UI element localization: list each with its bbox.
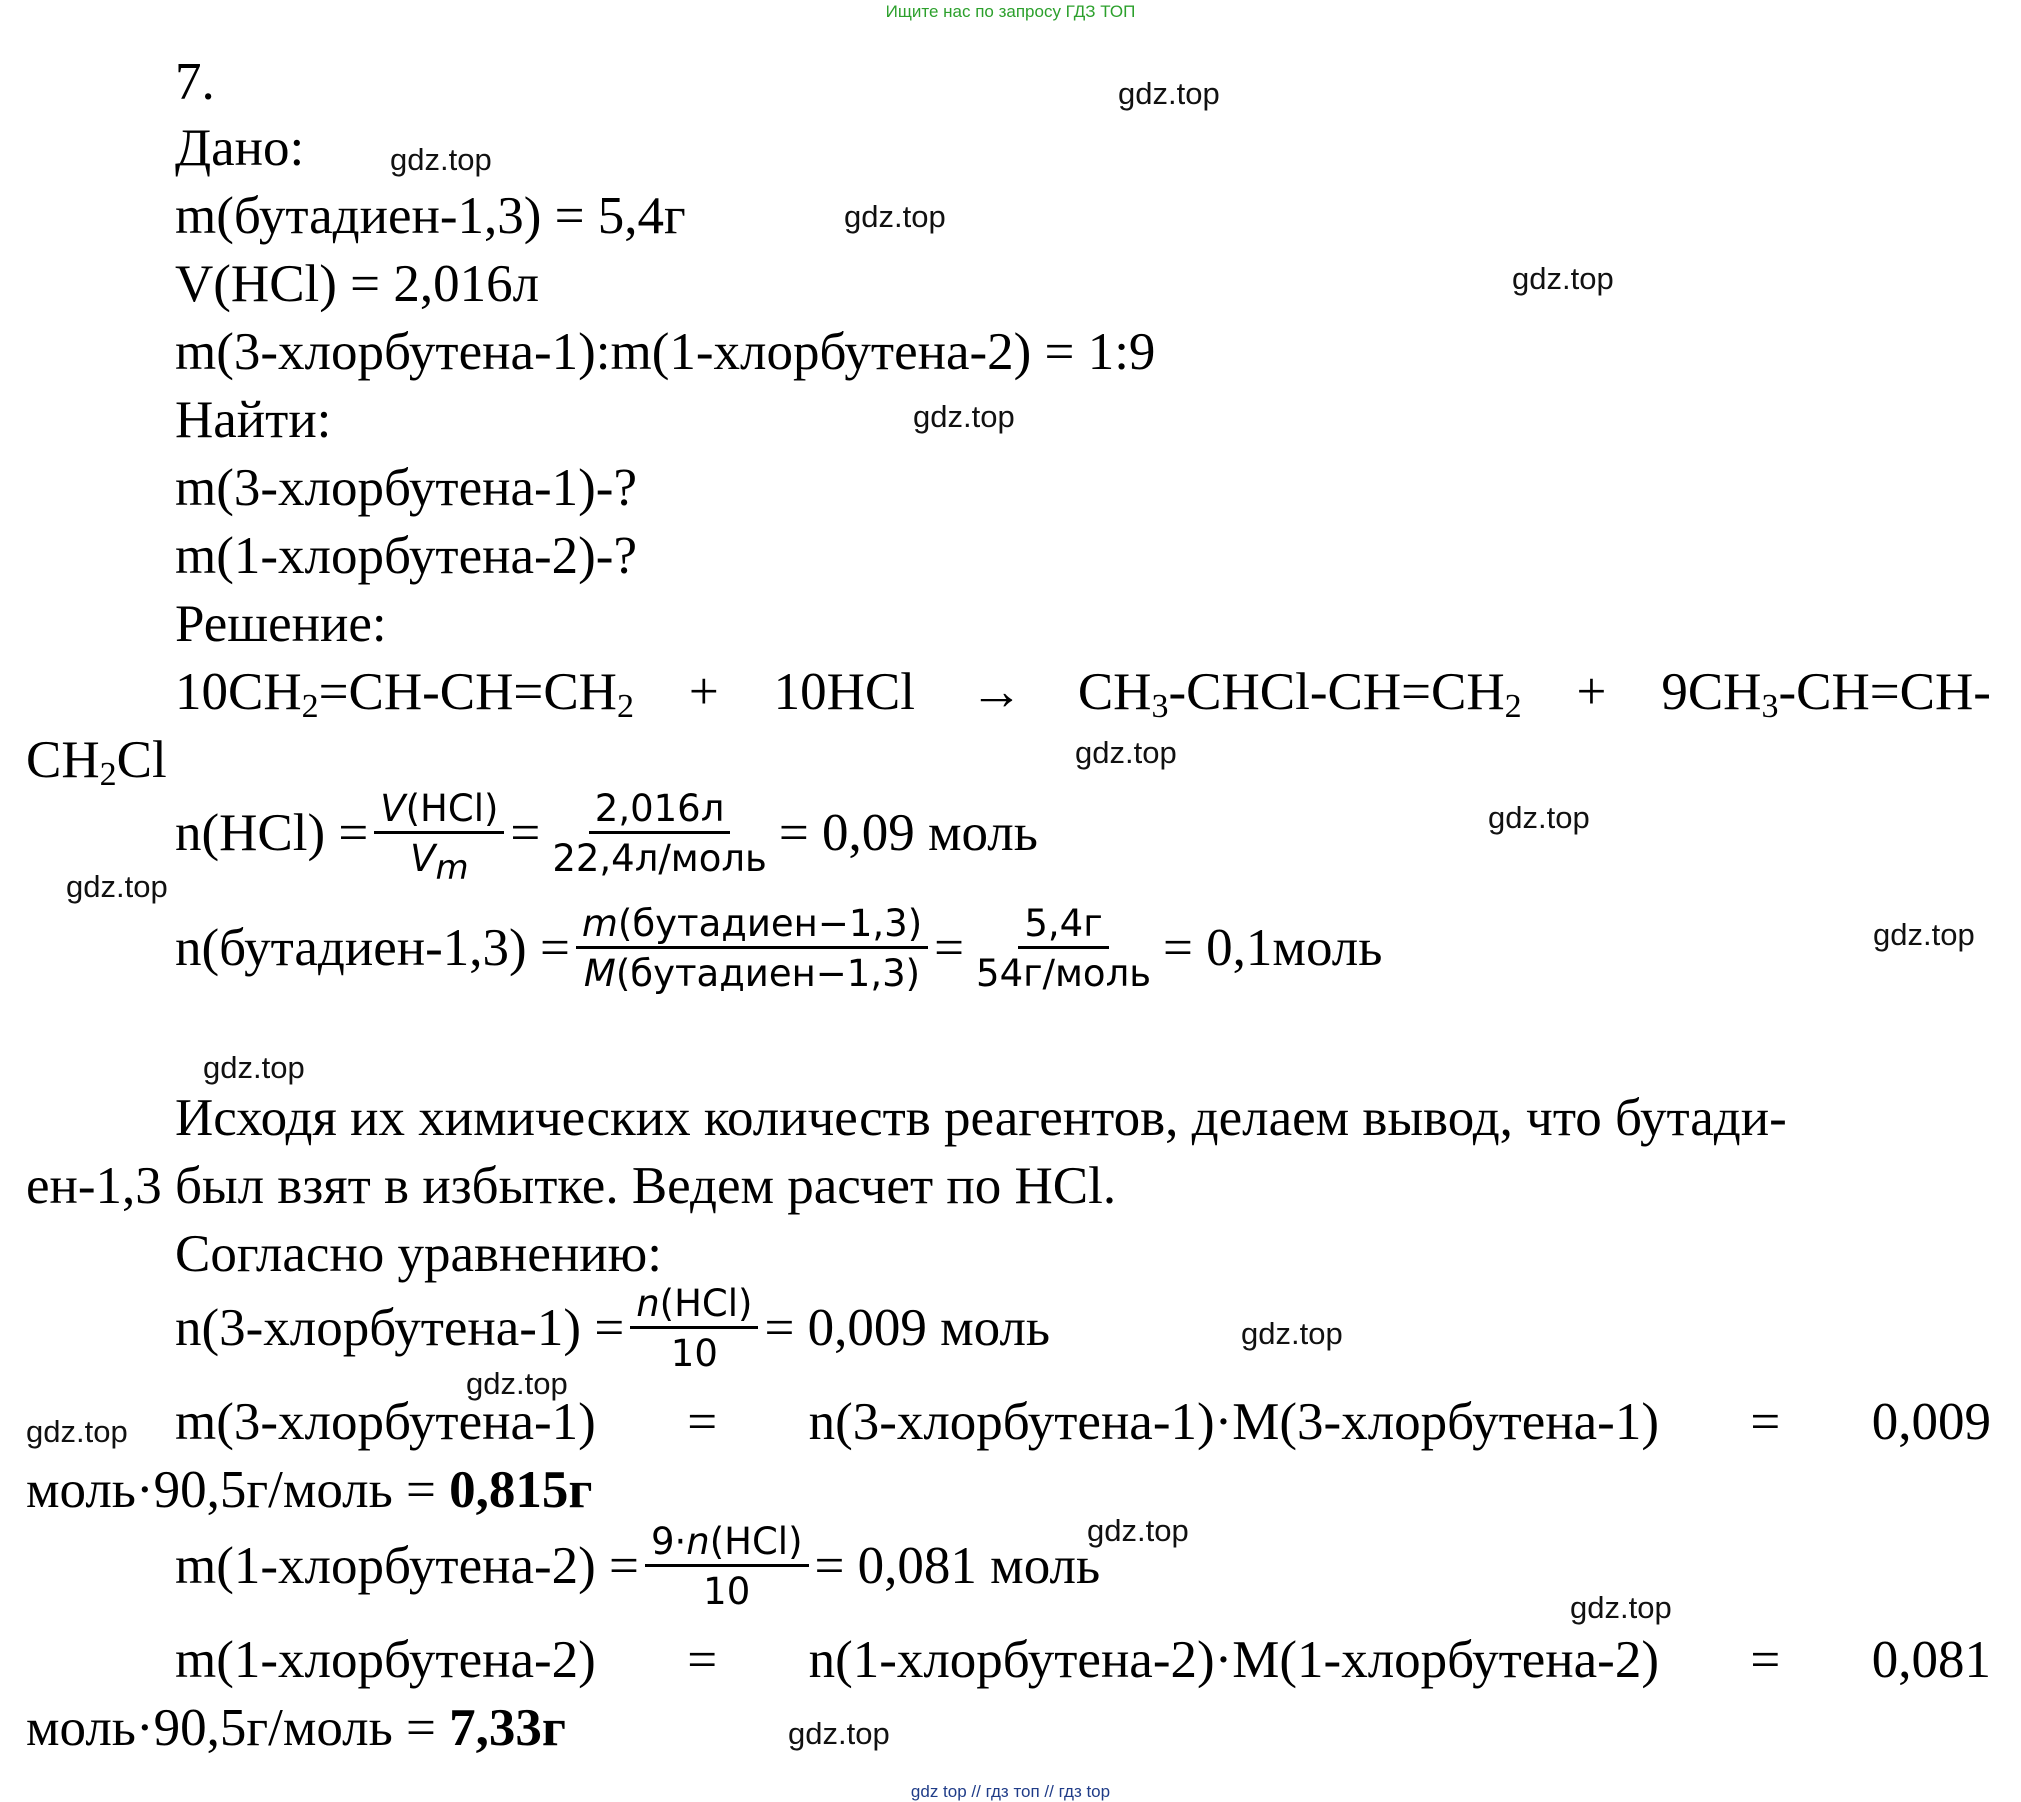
reaction-equation [175, 663, 1991, 725]
footer-links[interactable]: gdz top // гдз топ // гдз top [910, 1782, 1111, 1801]
reactant-butadiene: $10CH_2=CH-CH=CH_2$ [175, 663, 634, 725]
watermark: gdz.top [1570, 1590, 1672, 1625]
reactant-hcl: 10HCl [773, 663, 916, 721]
watermark: gdz.top [1118, 76, 1220, 111]
fraction: $\frac{\text{9·n(HCl)}}{10}$ [645, 1523, 809, 1610]
plus-sign: + [688, 663, 719, 721]
watermark: gdz.top [844, 199, 946, 234]
reaction-equation-continued: $CH_2Cl$ [26, 731, 167, 793]
fraction: $\frac{\text{V(HCl)}}{V_m}$ [374, 790, 504, 877]
according-to-equation: Согласно уравнению: [175, 1225, 662, 1283]
watermark: gdz.top [390, 142, 492, 177]
product-chlorobutene-1: $CH_3-CHCl-CH=CH_2$ [1077, 663, 1522, 725]
fraction: $\frac{5,4г}{\text{54г/моль}}$ [976, 902, 1152, 995]
calc-n-chlorobutene-2: m(1-хлорбутена-2) = $\frac{\text{9·n(HCl)}}{10}$ = 0,081 моль [175, 1520, 1101, 1613]
solution-label: Решение: [175, 595, 387, 653]
watermark: gdz.top [26, 1414, 128, 1449]
watermark: gdz.top [1075, 735, 1177, 770]
calc-m-chlorobutene-2-result-line: моль·90,5г/моль = 7,33г [26, 1699, 566, 1757]
find-mass-chlorobutene-1: m(3-хлорбутена-1)-? [175, 459, 637, 517]
result-mass-chlorobutene-1: 0,815г [449, 1461, 593, 1519]
watermark: gdz.top [203, 1050, 305, 1085]
result-mass-chlorobutene-2: 7,33г [449, 1699, 566, 1757]
find-label: Найти: [175, 391, 332, 449]
watermark: gdz.top [913, 399, 1015, 434]
watermark: gdz.top [466, 1366, 568, 1401]
watermark: gdz.top [66, 869, 168, 904]
conclusion-line-2: ен-1,3 был взят в избытке. Ведем расчет по HCl. [26, 1157, 1117, 1215]
calc-m-chlorobutene-1-result-line: моль·90,5г/моль = 0,815г [26, 1461, 593, 1519]
watermark: gdz.top [1241, 1316, 1343, 1351]
product-chlorobutene-2: $9CH_3-CH=CH-$ [1661, 663, 1991, 725]
header-banner[interactable]: Ищите нас по запросу ГДЗ ТОП [885, 2, 1136, 21]
watermark: gdz.top [1488, 800, 1590, 835]
watermark: gdz.top [1873, 917, 1975, 952]
calc-m-chlorobutene-1: m(3-хлорбутена-1) = n(3-хлорбутена-1)·M(3-хлорбутена-1) = 0,009 [175, 1393, 1991, 1451]
fraction: $\frac{2,016л}{\text{22,4л/моль}}$ [552, 787, 767, 880]
calc-n-butadiene: n(бутадиен-1,3) = $\frac{\text{m(бутадиен−1,3)}}{\text{M(бутадиен−1,3)}}$ = $\frac{5,4г}{\text{54г/моль}}$ = 0,1моль [175, 902, 1383, 995]
watermark: gdz.top [1087, 1513, 1189, 1548]
calc-n-chlorobutene-1: n(3-хлорбутена-1) = $\frac{\text{n(HCl)}}{10}$ = 0,009 моль [175, 1282, 1051, 1375]
plus-sign: + [1576, 663, 1607, 721]
find-mass-chlorobutene-2: m(1-хлорбутена-2)-? [175, 527, 637, 585]
given-mass-ratio: m(3-хлорбутена-1):m(1-хлорбутена-2) = 1:9 [175, 323, 1156, 381]
given-volume-hcl: V(HCl) = 2,016л [175, 255, 540, 313]
calc-n-hcl: n(HCl) = $\frac{\text{V(HCl)}}{V_m}$ = $\frac{2,016л}{\text{22,4л/моль}}$ = 0,09 моль [175, 787, 1038, 888]
watermark: gdz.top [1512, 261, 1614, 296]
reaction-arrow: → [969, 663, 1023, 721]
task-number: 7. [175, 53, 215, 111]
fraction: $\frac{\text{n(HCl)}}{10}$ [630, 1285, 758, 1372]
watermark: gdz.top [788, 1716, 890, 1751]
given-label: Дано: [175, 119, 305, 177]
fraction: $\frac{\text{m(бутадиен−1,3)}}{\text{M(бутадиен−1,3)}}$ [576, 905, 928, 992]
calc-m-chlorobutene-2: m(1-хлорбутена-2) = n(1-хлорбутена-2)·M(1-хлорбутена-2) = 0,081 [175, 1631, 1991, 1689]
conclusion-line-1: Исходя их химических количеств реагентов, делаем вывод, что бутади- [175, 1089, 1787, 1147]
given-mass-butadiene: m(бутадиен-1,3) = 5,4г [175, 187, 686, 245]
